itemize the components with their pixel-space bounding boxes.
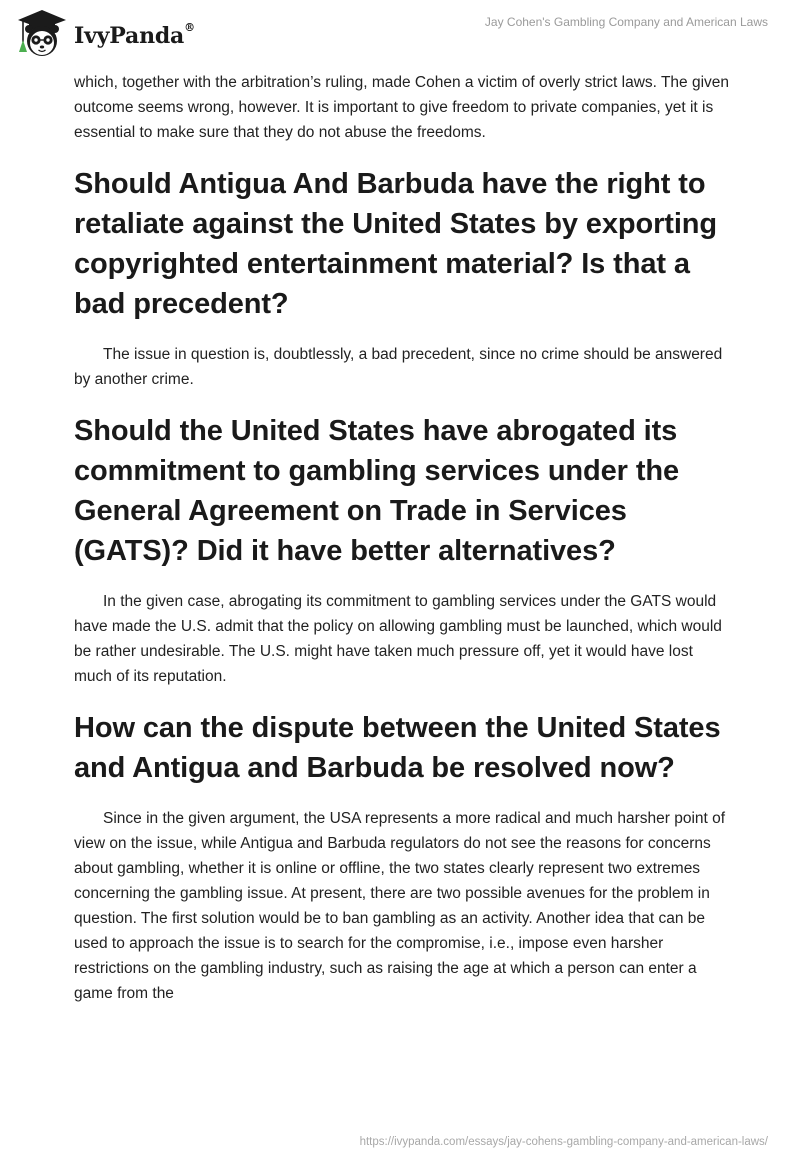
document-title: Jay Cohen's Gambling Company and American Laws	[484, 15, 768, 29]
section-heading-retaliation: Should Antigua And Barbuda have the right to retaliate against the United States by exporting copyrighted entertainment material? Is that a bad precedent?	[74, 168, 718, 320]
section-body-gats: In the given case, abrogating its commitment to gambling services under the GATS would have made the U.S. admit that the policy on allowing gambling must be launched, which would be rather undesirable. The U.S. might have taken much pressure off, yet it would have lost much of its reputation.	[74, 593, 722, 685]
essay-content	[74, 70, 734, 1006]
brand-name: IvyPanda®	[74, 21, 195, 49]
panda-logo-icon	[14, 8, 70, 60]
source-url[interactable]: https://ivypanda.com/essays/jay-cohens-gambling-company-and-american-laws/	[359, 1136, 768, 1148]
section-heading-dispute: How can the dispute between the United States and Antigua and Barbuda be resolved now?	[74, 712, 721, 784]
brand-logo[interactable]	[14, 8, 195, 60]
page-header	[0, 0, 800, 70]
intro-paragraph: which, together with the arbitration’s ruling, made Cohen a victim of overly strict laws. The given outcome seems wrong, however. It is important to give freedom to private companies, yet it is essential to make sure that they do not abuse the freedoms.	[74, 74, 730, 141]
section-body-dispute: Since in the given argument, the USA represents a more radical and much harsher point of view on the issue, while Antigua and Barbuda regulators do not see the reasons for concerns about gambling, whether it is online or offline, the two states clearly represent two extremes concerning the gambling issue. At present, there are two possible avenues for the problem in question. The first solution would be to ban gambling as an activity. Another idea that can be used to approach the issue is to search for the compromise, i.e., impose even harsher restrictions on the gambling industry, such as raising the age at which a person can enter a game from the	[74, 810, 726, 1002]
section-body-retaliation: The issue in question is, doubtlessly, a bad precedent, since no crime should be answered by another crime.	[74, 346, 723, 388]
section-heading-gats: Should the United States have abrogated its commitment to gambling services under the General Agreement on Trade in Services (GATS)? Did it have better alternatives?	[74, 415, 680, 567]
